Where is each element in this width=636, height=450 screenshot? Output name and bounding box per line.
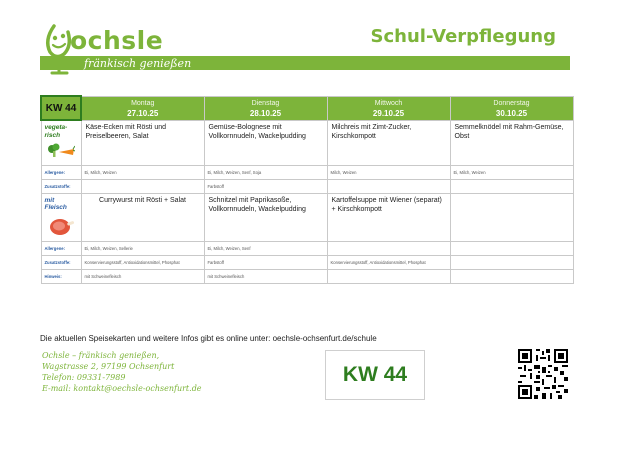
meal-meat-monday: Currywurst mit Rösti + Salat xyxy=(81,193,204,241)
allergens-label: Allergene: xyxy=(41,241,81,255)
additives-value xyxy=(450,179,573,193)
meal-meat-thursday xyxy=(450,193,573,241)
notes-label: Hinweis: xyxy=(41,269,81,283)
meal-vegetarian-wednesday: Milchreis mit Zimt-Zucker, Kirschkompott xyxy=(327,120,450,165)
day-header-monday xyxy=(81,96,204,120)
meal-meat-tuesday: Schnitzel mit Paprikasoße, Vollkornnudeln, Wackelpudding xyxy=(204,193,327,241)
allergens-value xyxy=(450,241,573,255)
allergens-value: Ei, Milch, Weizen, Senf xyxy=(204,241,327,255)
additives-label: Zusatzstoffe: xyxy=(41,179,81,193)
contact-line: Ochsle – fränkisch genießen, xyxy=(42,351,160,360)
allergens-value: Milch, Weizen xyxy=(327,165,450,179)
meat-label-line1: mit xyxy=(44,196,55,204)
additives-value: Farbstoff xyxy=(204,255,327,269)
meal-vegetarian-thursday: Semmelknödel mit Rahm-Gemüse, Obst xyxy=(450,120,573,165)
notes-value: mit Schweinefleisch xyxy=(204,269,327,283)
day-date: 30.10.25 xyxy=(495,108,528,118)
logo-wordmark: ochsle xyxy=(70,26,164,55)
allergens-value: Ei, Milch, Weizen, Sellerie xyxy=(81,241,204,255)
day-header-tuesday xyxy=(204,96,327,120)
online-info-text: Die aktuellen Speisekarten und weitere Infos gibt es online unter: oechsle-ochsenfurt.de/schule xyxy=(40,334,377,343)
notes-value: mit Schweinefleisch xyxy=(81,269,204,283)
vegetarian-label xyxy=(41,120,81,165)
logo-tagline: fränkisch genießen xyxy=(84,57,192,70)
vegetarian-label-line1: vegeta- xyxy=(44,124,68,131)
meal-vegetarian-tuesday: Gemüse-Bolognese mit Vollkornnudeln, Wackelpudding xyxy=(204,120,327,165)
contact-line: Wagstrasse 2, 97199 Ochsenfurt xyxy=(42,362,175,371)
additives-value: Farbstoff xyxy=(204,179,327,193)
carrot-broccoli-icon xyxy=(45,143,75,159)
meat-label xyxy=(41,193,81,241)
day-name: Donnerstag xyxy=(493,99,530,107)
vegetarian-meal-row xyxy=(41,120,573,165)
day-header-wednesday xyxy=(327,96,450,120)
day-name: Montag xyxy=(131,99,155,107)
day-name: Dienstag xyxy=(251,99,280,107)
meat-allergens-row xyxy=(41,241,573,255)
ham-icon xyxy=(45,216,75,236)
contact-block xyxy=(42,350,202,394)
allergens-value: Ei, Milch, Weizen, Senf, Soja xyxy=(204,165,327,179)
contact-email: E-mail: kontakt@oechsle-ochsenfurt.de xyxy=(42,384,202,393)
day-date: 28.10.25 xyxy=(249,108,282,118)
meat-label-line2: Fleisch xyxy=(44,204,67,211)
additives-value: Konservierungsstoff, Antioxidationsmittel, Phosphat xyxy=(81,255,204,269)
week-number-cell: KW 44 xyxy=(41,96,81,120)
meat-meal-row xyxy=(41,193,573,241)
week-number-box: KW 44 xyxy=(325,350,425,400)
contact-line: Telefon: 09331-7989 xyxy=(42,373,126,382)
day-name: Mittwoch xyxy=(374,99,403,107)
additives-value xyxy=(81,179,204,193)
meat-additives-row xyxy=(41,255,573,269)
notes-value xyxy=(327,269,450,283)
additives-value: Konservierungsstoff, Antioxidationsmittel, Phosphat xyxy=(327,255,450,269)
additives-value xyxy=(450,255,573,269)
notes-value xyxy=(450,269,573,283)
day-header-thursday xyxy=(450,96,573,120)
day-date: 27.10.25 xyxy=(127,108,159,118)
day-date: 29.10.25 xyxy=(372,108,405,118)
additives-value xyxy=(327,179,450,193)
weekly-menu-table xyxy=(40,95,574,284)
vegetarian-allergens-row xyxy=(41,165,573,179)
table-header-row xyxy=(41,96,573,120)
vegetarian-label-line2: risch xyxy=(44,131,61,139)
page-title: Schul-Verpflegung xyxy=(370,26,556,47)
allergens-value: Ei, Milch, Weizen xyxy=(450,165,573,179)
additives-label: Zusatzstoffe: xyxy=(41,255,81,269)
allergens-label: Allergene: xyxy=(41,165,81,179)
allergens-value: Ei, Milch, Weizen xyxy=(81,165,204,179)
meal-vegetarian-monday: Käse-Ecken mit Rösti und Preiselbeeren, Salat xyxy=(81,120,204,165)
meat-notes-row xyxy=(41,269,573,283)
meal-meat-wednesday: Kartoffelsuppe mit Wiener (separat) + Kirschkompott xyxy=(327,193,450,241)
qr-code-icon[interactable] xyxy=(518,349,568,399)
allergens-value xyxy=(327,241,450,255)
vegetarian-additives-row xyxy=(41,179,573,193)
